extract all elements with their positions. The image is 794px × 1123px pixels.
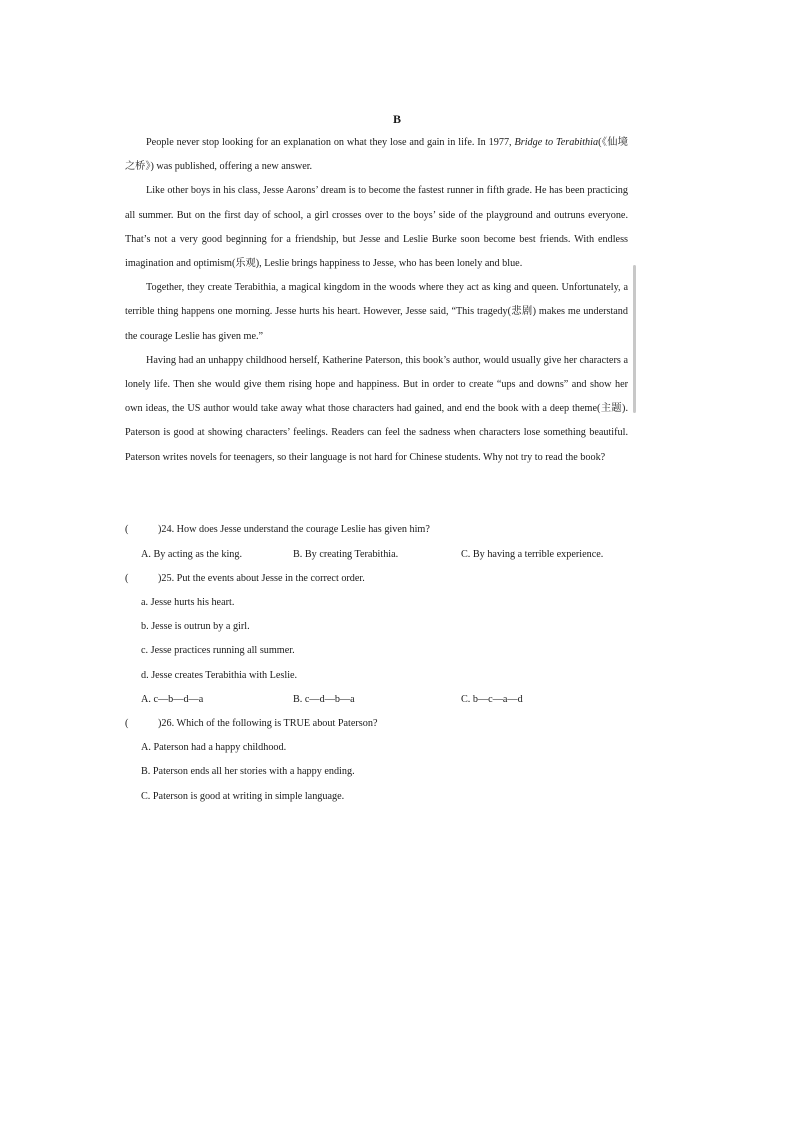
answer-paren[interactable]: ( (125, 573, 129, 584)
passage-text: Together, they create Terabithia, a magical kingdom in the woods where they act as king and queen. Unfortunately, a terrible thing happens one morning. Jesse hurts his heart. However, Jesse said, “This tragedy(悲剧) makes me understand the courage Leslie has given me.” (125, 282, 628, 342)
book-title: Bridge to Terabithia (514, 137, 599, 148)
answer-paren[interactable]: ( (125, 718, 129, 729)
event-item: c. Jesse practices running all summer. (141, 645, 295, 656)
option-c[interactable]: C. Paterson is good at writing in simple language. (141, 791, 345, 802)
question-26 (125, 718, 377, 729)
event-item: a. Jesse hurts his heart. (141, 597, 235, 608)
question-stem: )24. How does Jesse understand the courage Leslie has given him? (158, 524, 430, 535)
option-b[interactable]: B. c—d—b—a (293, 694, 355, 705)
passage-text: People never stop looking for an explanation on what they lose and gain in life. In 1977, (146, 137, 515, 148)
passage-text: Like other boys in his class, Jesse Aarons’ dream is to become the fastest runner in fifth grade. He has been practicing all summer. But on the first day of school, a girl crosses over to the boys’ side of the playground and outruns everyone. That’s not a very good beginning for a friendship, but Jesse and Leslie Burke soon become best friends. With endless imagination and optimism(乐观), Leslie brings happiness to Jesse, who has been lonely and blue. (125, 185, 628, 270)
passage-text: (《仙境之桥》) was published, offering a new answer. (125, 137, 628, 173)
section-title: B (392, 112, 401, 126)
passage-text: Having had an unhappy childhood herself, Katherine Paterson, this book’s author, would usually give her characters a lonely life. Then she would give them rising hope and happiness. But in order to create “ups and downs” and show her own ideas, the US author would take away what those characters had gained, and end the book with a deep theme(主题). Paterson is good at showing characters’ feelings. Readers can feel the sadness when characters lose something beautiful. Paterson writes novels for teenagers, so their language is not hard for Chinese students. Why not try to read the book? (125, 354, 628, 463)
answer-paren[interactable]: ( (125, 524, 129, 535)
option-a[interactable]: A. Paterson had a happy childhood. (141, 742, 287, 753)
question-25 (125, 573, 365, 584)
question-stem: )25. Put the events about Jesse in the correct order. (158, 573, 365, 584)
question-24 (125, 524, 430, 535)
option-c[interactable]: C. By having a terrible experience. (461, 549, 604, 560)
option-b[interactable]: B. Paterson ends all her stories with a happy ending. (141, 766, 355, 777)
option-b[interactable]: B. By creating Terabithia. (293, 549, 399, 560)
option-a[interactable]: A. c—b—d—a (141, 694, 204, 705)
question-stem: )26. Which of the following is TRUE about Paterson? (158, 718, 378, 729)
event-item: b. Jesse is outrun by a girl. (141, 621, 250, 632)
scrollbar-thumb[interactable] (633, 265, 636, 413)
reading-passage (125, 131, 628, 470)
event-item: d. Jesse creates Terabithia with Leslie. (141, 670, 298, 681)
option-c[interactable]: C. b—c—a—d (461, 694, 523, 705)
option-a[interactable]: A. By acting as the king. (141, 549, 243, 560)
